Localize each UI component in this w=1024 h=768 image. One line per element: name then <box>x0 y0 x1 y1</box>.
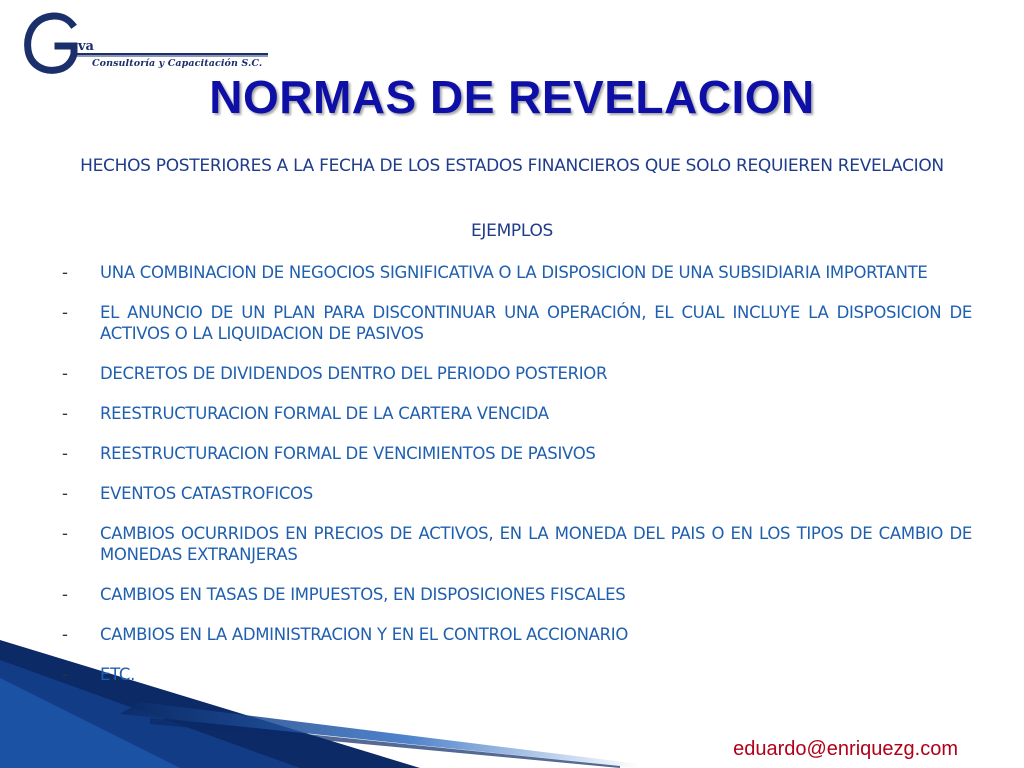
list-item-text: ETC. <box>100 665 136 684</box>
bullet-dash: - <box>62 404 68 423</box>
list-item <box>60 624 972 645</box>
list-item <box>60 443 972 464</box>
list-item <box>60 483 972 504</box>
list-item <box>60 363 972 384</box>
list-item <box>60 584 972 605</box>
bullet-dash: - <box>62 484 68 503</box>
list-item <box>60 302 972 344</box>
examples-list <box>60 262 972 704</box>
bullet-dash: - <box>62 263 68 282</box>
logo-caption: Consultoría y Capacitación S.C. <box>92 58 263 69</box>
bullet-dash: - <box>62 303 68 322</box>
list-item-text: CAMBIOS OCURRIDOS EN PRECIOS DE ACTIVOS, EN LA MONEDA DEL PAIS O EN LOS TIPOS DE CAMBIO DE MONEDAS EXTRANJERAS <box>100 524 972 564</box>
bullet-dash: - <box>62 585 68 604</box>
examples-label: EJEMPLOS <box>470 221 554 241</box>
bullet-dash: - <box>62 444 68 463</box>
list-item-text: EVENTOS CATASTROFICOS <box>100 484 313 503</box>
list-item-text: UNA COMBINACION DE NEGOCIOS SIGNIFICATIVA O LA DISPOSICION DE UNA SUBSIDIARIA IMPORTANTE <box>100 263 928 282</box>
bullet-dash: - <box>62 524 68 543</box>
list-item <box>60 523 972 565</box>
list-item-text: REESTRUCTURACION FORMAL DE VENCIMIENTOS DE PASIVOS <box>100 444 596 463</box>
list-item-text: DECRETOS DE DIVIDENDOS DENTRO DEL PERIODO POSTERIOR <box>100 364 608 383</box>
subheading: HECHOS POSTERIORES A LA FECHA DE LOS ESTADOS FINANCIEROS QUE SOLO REQUIEREN REVELACION <box>80 156 944 176</box>
list-item-text: CAMBIOS EN TASAS DE IMPUESTOS, EN DISPOSICIONES FISCALES <box>100 585 626 604</box>
bullet-dash: - <box>62 665 68 684</box>
bullet-dash: - <box>62 625 68 644</box>
page-title: NORMAS DE REVELACION <box>209 71 815 123</box>
contact-email[interactable]: eduardo@enriquezg.com <box>733 738 958 760</box>
logo-letters: va <box>78 39 94 54</box>
list-item <box>60 262 972 283</box>
list-item-text: REESTRUCTURACION FORMAL DE LA CARTERA VENCIDA <box>100 404 549 423</box>
list-item <box>60 664 972 685</box>
list-item <box>60 403 972 424</box>
list-item-text: CAMBIOS EN LA ADMINISTRACION Y EN EL CONTROL ACCIONARIO <box>100 625 629 644</box>
bullet-dash: - <box>62 364 68 383</box>
list-item-text: EL ANUNCIO DE UN PLAN PARA DISCONTINUAR UNA OPERACIÓN, EL CUAL INCLUYE LA DISPOSICION DE ACTIVOS O LA LIQUIDACION DE PASIVOS <box>100 303 972 343</box>
